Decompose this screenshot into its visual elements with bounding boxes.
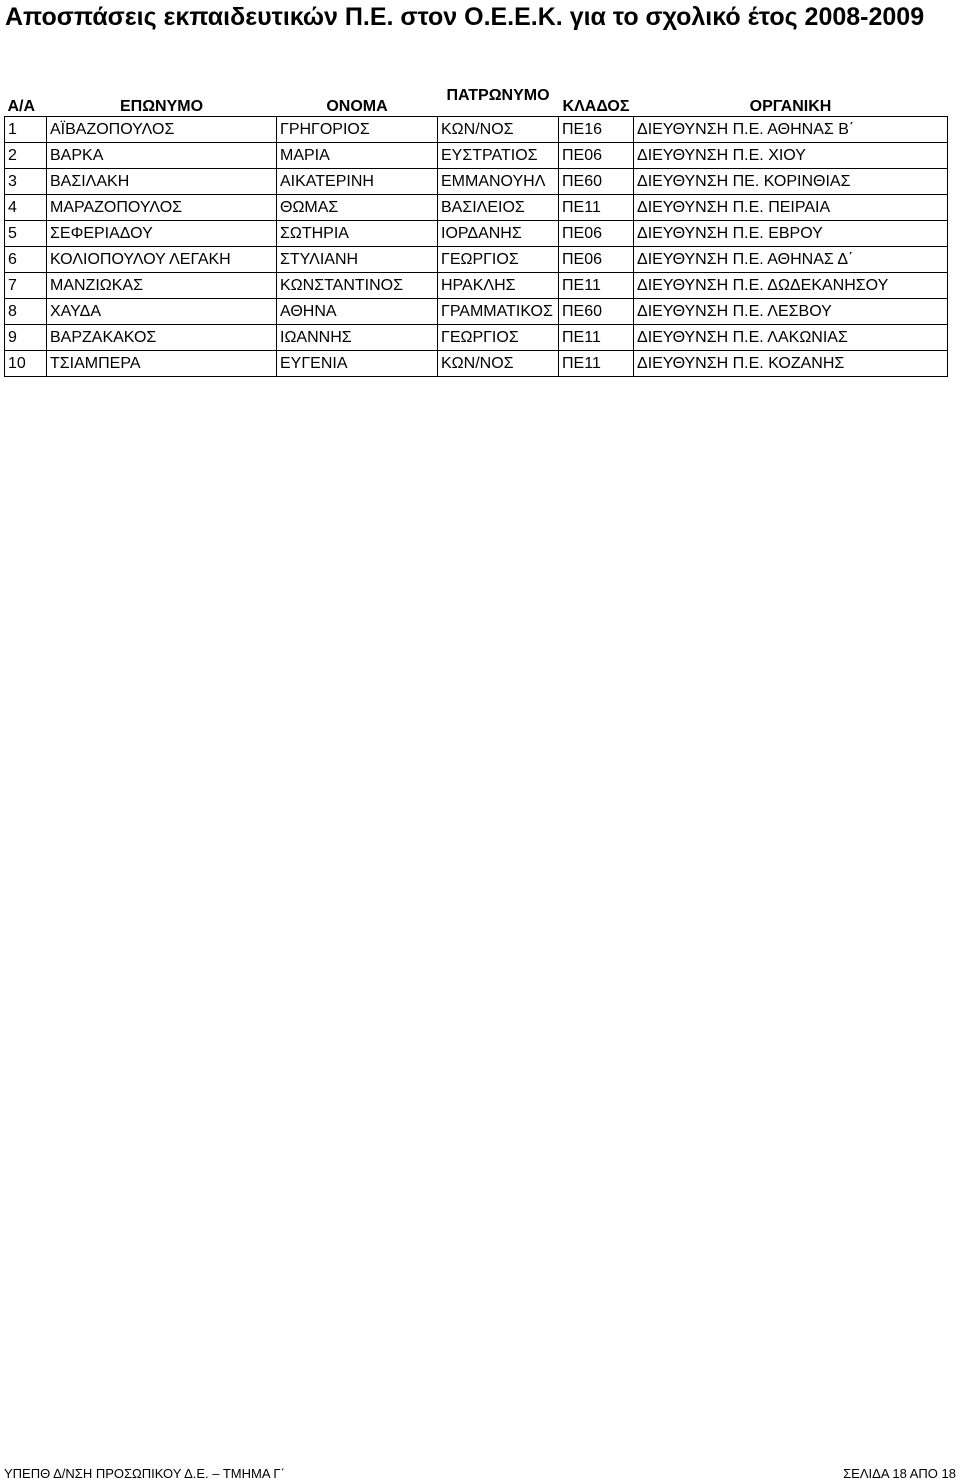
cell-specialty: ΠΕ11 (559, 325, 634, 351)
cell-serial-number: 8 (5, 299, 47, 325)
cell-serial-number: 3 (5, 169, 47, 195)
table-row (5, 351, 948, 377)
cell-organic-post: ΔΙΕΥΘΥΝΣΗ ΠΕ. ΚΟΡΙΝΘΙΑΣ (634, 169, 948, 195)
table-body (5, 117, 948, 377)
cell-fathers-name: ΕΜΜΑΝΟΥΗΛ (438, 169, 559, 195)
cell-first-name: ΙΩΑΝΝΗΣ (277, 325, 438, 351)
cell-serial-number: 5 (5, 221, 47, 247)
cell-surname: ΜΑΝΖΙΩΚΑΣ (47, 273, 277, 299)
cell-organic-post: ΔΙΕΥΘΥΝΣΗ Π.Ε. ΑΘΗΝΑΣ Β΄ (634, 117, 948, 143)
cell-first-name: ΣΩΤΗΡΙΑ (277, 221, 438, 247)
cell-specialty: ΠΕ06 (559, 247, 634, 273)
header-fathers-name: ΠΑΤΡΩΝΥΜΟ (446, 87, 550, 104)
cell-organic-post: ΔΙΕΥΘΥΝΣΗ Π.Ε. ΚΟΖΑΝΗΣ (634, 351, 948, 377)
cell-first-name: ΕΥΓΕΝΙΑ (277, 351, 438, 377)
cell-specialty: ΠΕ11 (559, 195, 634, 221)
cell-surname: ΑΪΒΑΖΟΠΟΥΛΟΣ (47, 117, 277, 143)
table-row (5, 221, 948, 247)
table-row (5, 325, 948, 351)
footer-page-number: ΣΕΛΙΔΑ 18 ΑΠΟ 18 (843, 1466, 956, 1481)
cell-surname: ΒΑΡΚΑ (47, 143, 277, 169)
cell-first-name: ΑΘΗΝΑ (277, 299, 438, 325)
cell-first-name: ΓΡΗΓΟΡΙΟΣ (277, 117, 438, 143)
cell-first-name: ΚΩΝΣΤΑΝΤΙΝΟΣ (277, 273, 438, 299)
table-row (5, 247, 948, 273)
cell-serial-number: 9 (5, 325, 47, 351)
cell-organic-post: ΔΙΕΥΘΥΝΣΗ Π.Ε. ΔΩΔΕΚΑΝΗΣΟΥ (634, 273, 948, 299)
table-row (5, 273, 948, 299)
cell-fathers-name: ΓΕΩΡΓΙΟΣ (438, 247, 559, 273)
table-row (5, 299, 948, 325)
document-title: Αποσπάσεις εκπαιδευτικών Π.Ε. στον Ο.Ε.Ε.Κ. για το σχολικό έτος 2008-2009 (5, 3, 925, 31)
cell-surname: ΣΕΦΕΡΙΑΔΟΥ (47, 221, 277, 247)
cell-first-name: ΑΙΚΑΤΕΡΙΝΗ (277, 169, 438, 195)
table-row (5, 143, 948, 169)
cell-fathers-name: ΕΥΣΤΡΑΤΙΟΣ (438, 143, 559, 169)
cell-specialty: ΠΕ60 (559, 169, 634, 195)
cell-specialty: ΠΕ60 (559, 299, 634, 325)
secondments-table-container (4, 87, 948, 377)
cell-serial-number: 4 (5, 195, 47, 221)
cell-surname: ΧΑΥΔΑ (47, 299, 277, 325)
cell-surname: ΜΑΡΑΖΟΠΟΥΛΟΣ (47, 195, 277, 221)
secondments-table (4, 87, 948, 377)
cell-fathers-name: ΒΑΣΙΛΕΙΟΣ (438, 195, 559, 221)
header-specialty: ΚΛΑΔΟΣ (562, 98, 630, 115)
cell-serial-number: 2 (5, 143, 47, 169)
cell-fathers-name: ΓΕΩΡΓΙΟΣ (438, 325, 559, 351)
cell-specialty: ΠΕ11 (559, 351, 634, 377)
cell-fathers-name: ΚΩΝ/ΝΟΣ (438, 117, 559, 143)
table-header-row (5, 87, 948, 117)
cell-organic-post: ΔΙΕΥΘΥΝΣΗ Π.Ε. ΠΕΙΡΑΙΑ (634, 195, 948, 221)
cell-first-name: ΜΑΡΙΑ (277, 143, 438, 169)
cell-organic-post: ΔΙΕΥΘΥΝΣΗ Π.Ε. ΛΕΣΒΟΥ (634, 299, 948, 325)
cell-fathers-name: ΙΟΡΔΑΝΗΣ (438, 221, 559, 247)
footer-department: ΥΠΕΠΘ Δ/ΝΣΗ ΠΡΟΣΩΠΙΚΟΥ Δ.Ε. – ΤΜΗΜΑ Γ΄ (4, 1466, 285, 1481)
cell-serial-number: 7 (5, 273, 47, 299)
cell-serial-number: 10 (5, 351, 47, 377)
table-row (5, 195, 948, 221)
cell-specialty: ΠΕ06 (559, 221, 634, 247)
cell-surname: ΒΑΣΙΛΑΚΗ (47, 169, 277, 195)
cell-specialty: ΠΕ11 (559, 273, 634, 299)
cell-first-name: ΣΤΥΛΙΑΝΗ (277, 247, 438, 273)
cell-fathers-name: ΗΡΑΚΛΗΣ (438, 273, 559, 299)
header-organic-post: ΟΡΓΑΝΙΚΗ (749, 98, 832, 115)
cell-organic-post: ΔΙΕΥΘΥΝΣΗ Π.Ε. ΕΒΡΟΥ (634, 221, 948, 247)
cell-surname: ΚΟΛΙΟΠΟΥΛΟΥ ΛΕΓΑΚΗ (47, 247, 277, 273)
cell-specialty: ΠΕ06 (559, 143, 634, 169)
cell-serial-number: 6 (5, 247, 47, 273)
cell-organic-post: ΔΙΕΥΘΥΝΣΗ Π.Ε. ΧΙΟΥ (634, 143, 948, 169)
header-first-name: ΟΝΟΜΑ (326, 98, 388, 115)
cell-surname: ΤΣΙΑΜΠΕΡΑ (47, 351, 277, 377)
cell-first-name: ΘΩΜΑΣ (277, 195, 438, 221)
cell-serial-number: 1 (5, 117, 47, 143)
header-serial-number: Α/Α (7, 98, 36, 115)
cell-surname: ΒΑΡΖΑΚΑΚΟΣ (47, 325, 277, 351)
cell-organic-post: ΔΙΕΥΘΥΝΣΗ Π.Ε. ΛΑΚΩΝΙΑΣ (634, 325, 948, 351)
table-row (5, 117, 948, 143)
header-surname: ΕΠΩΝΥΜΟ (119, 98, 204, 115)
table-row (5, 169, 948, 195)
cell-fathers-name: ΓΡΑΜΜΑΤΙΚΟΣ (438, 299, 559, 325)
cell-specialty: ΠΕ16 (559, 117, 634, 143)
cell-organic-post: ΔΙΕΥΘΥΝΣΗ Π.Ε. ΑΘΗΝΑΣ Δ΄ (634, 247, 948, 273)
cell-fathers-name: ΚΩΝ/ΝΟΣ (438, 351, 559, 377)
